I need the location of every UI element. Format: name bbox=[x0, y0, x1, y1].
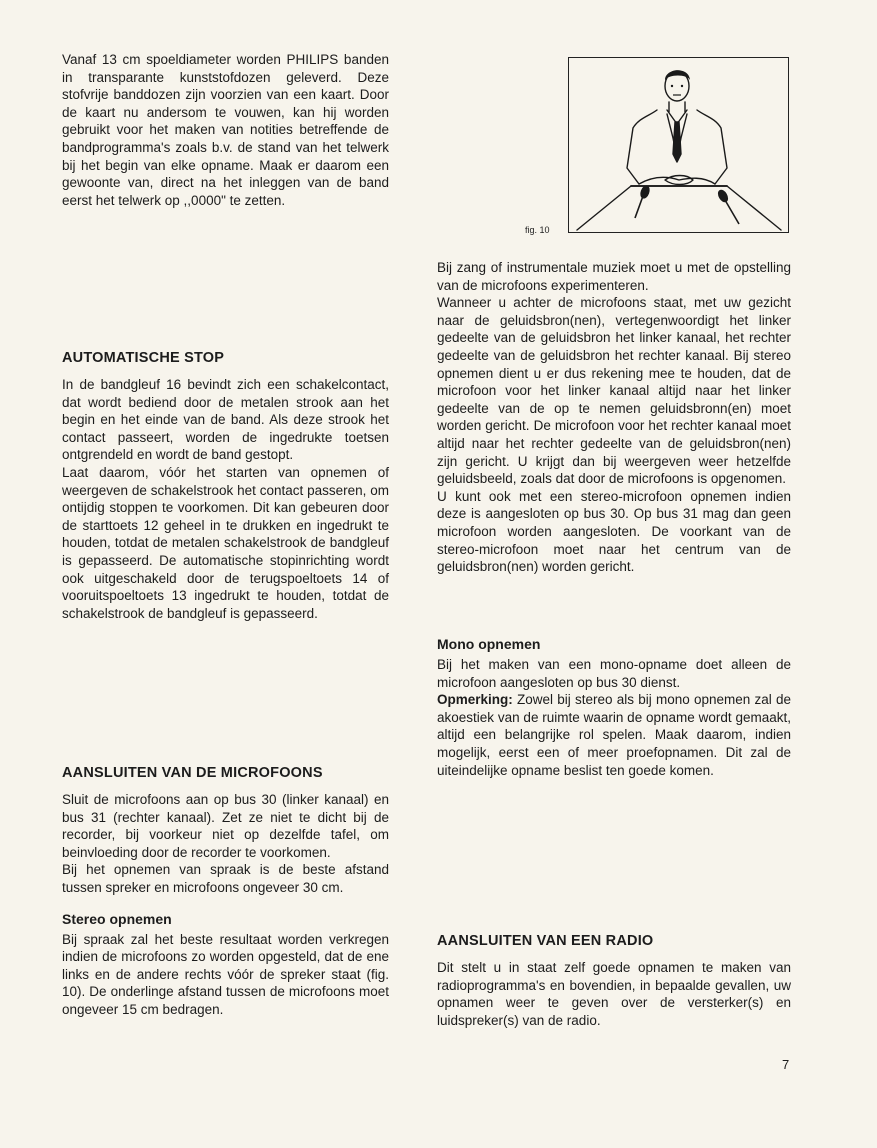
microphones-paragraph-1: Sluit de microfoons aan op bus 30 (linker kanaal) en bus 31 (rechter kanaal). Zet ze niet te dicht bij de recorder, bij voorkeur niet op dezelfde tafel, om beinvloeding door de recorder te voorkomen. bbox=[62, 792, 389, 860]
stereo-paragraph-2: Bij zang of instrumentale muziek moet u met de opstelling van de microfoons experimenteren. bbox=[437, 260, 791, 293]
page-number: 7 bbox=[782, 1057, 790, 1072]
radio-heading: AANSLUITEN VAN EEN RADIO bbox=[437, 933, 654, 949]
stereo-paragraph-3: Wanneer u achter de microfoons staat, met uw gezicht naar de geluidsbron(nen), vertegenwoordigt het linker gedeelte van de geluidsbron het linker kanaal, het rechter gedeelte van de geluidsbron het rechter kanaal. Bij stereo opnemen dient u er dus rekening mee te houden, dat de microfoon voor het linker kanaal altijd naar het linker gedeelte van de op te nemen geluidsbronn(en) moet worden gericht. De microfoon voor het rechter kanaal moet altijd naar het rechter gedeelte van de geluidsbron(nen) zijn gericht. U krijgt dan bij weergeven weer hetzelfde geluidsbeeld, zoals dat door de microfoons is opgenomen. bbox=[437, 295, 791, 487]
microphones-section bbox=[62, 765, 389, 1019]
stereo-paragraph-4: U kunt ook met een stereo-microfoon opnemen indien deze is aangesloten op bus 30. Op bus 31 mag dan geen microfoon worden aangesloten. De voorkant van de stereo-microfoon moet naar het centrum van de geluidsbron(nen) worden gericht. bbox=[437, 488, 791, 575]
microphones-heading: AANSLUITEN VAN DE MICROFOONS bbox=[62, 765, 323, 781]
intro-section bbox=[62, 51, 389, 209]
automatic-stop-paragraph-1: In de bandgleuf 16 bevindt zich een schakelcontact, dat wordt bediend door de metalen strook aan het begin en het einde van de band. Als deze strook het contact passeert, worden de ingedrukte toetsen ontgrendeld en wordt de band gestopt. bbox=[62, 377, 389, 463]
automatic-stop-section bbox=[62, 350, 389, 622]
stereo-heading: Stereo opnemen bbox=[62, 910, 172, 927]
mono-paragraph-1: Bij het maken van een mono-opname doet alleen de microfoon aangesloten op bus 30 dienst. bbox=[437, 657, 791, 690]
automatic-stop-paragraph-2: Laat daarom, vóór het starten van opnemen of weergeven de schakelstrook het contact passeren, om ontijdig stoppen te voorkomen. Dit kan gebeuren door de starttoets 12 geheel in te drukken en ingedrukt te houden, totdat de metalen schakelstrook de bandgleuf is gepasseerd. De automatische stopinrichting wordt ook uitgeschakeld door de terugspoeltoets 14 of vooruitspoeltoets 13 ingedrukt te houden, totdat de schakelstrook de bandgleuf is gepasseerd. bbox=[62, 464, 389, 621]
radio-section bbox=[437, 933, 791, 1029]
mono-note-paragraph bbox=[437, 691, 791, 779]
automatic-stop-heading: AUTOMATISCHE STOP bbox=[62, 350, 225, 366]
mono-heading: Mono opnemen bbox=[437, 636, 541, 652]
speaker-with-microphones-drawing bbox=[569, 58, 787, 231]
radio-paragraph: Dit stelt u in staat zelf goede opnamen te maken van radioprogramma's en bovendien, in bepaalde gevallen, uw opnamen weer te geven over de versterker(s) en luidspreker(s) van de radio. bbox=[437, 960, 791, 1028]
mono-note-text: Zowel bij stereo als bij mono opnemen zal de akoestiek van de ruimte waarin de opname wordt gemaakt, altijd een belangrijke rol spelen. Maak daarom, indien mogelijk, eerst een of meer proefopnamen. Dit zal de uiteindelijke opname beslist ten goede komen. bbox=[437, 692, 791, 778]
figure-10-illustration bbox=[568, 57, 789, 233]
microphones-paragraph-2: Bij het opnemen van spraak is de beste afstand tussen spreker en microfoons ongeveer 30 cm. bbox=[62, 862, 389, 895]
stereo-paragraph-1: Bij spraak zal het beste resultaat worden verkregen indien de microfoons zo worden opgesteld, dat de ene links en de andere rechts vóór de spreker staat (fig. 10). De onderlinge afstand tussen de microfoons moet ongeveer 15 cm bedragen. bbox=[62, 931, 389, 1017]
intro-paragraph: Vanaf 13 cm spoeldiameter worden PHILIPS banden in transparante kunststofdozen geleverd. Deze stofvrije banddozen zijn voorzien van een kaart. Door de kaart nu andersom te vouwen, kan hij worden gebruikt voor het maken van notities betreffende de bandprogramma's zoals b.v. de stand van het telwerk bij het begin van elke opname. Maak er daarom een gewoonte van, direct na het inleggen van de band eerst het telwerk op ,,0000" te zetten. bbox=[62, 52, 389, 208]
figure-caption: fig. 10 bbox=[525, 225, 550, 235]
mono-note-label: Opmerking: bbox=[437, 692, 513, 708]
stereo-continued-section bbox=[437, 259, 791, 576]
mono-section bbox=[437, 636, 791, 779]
